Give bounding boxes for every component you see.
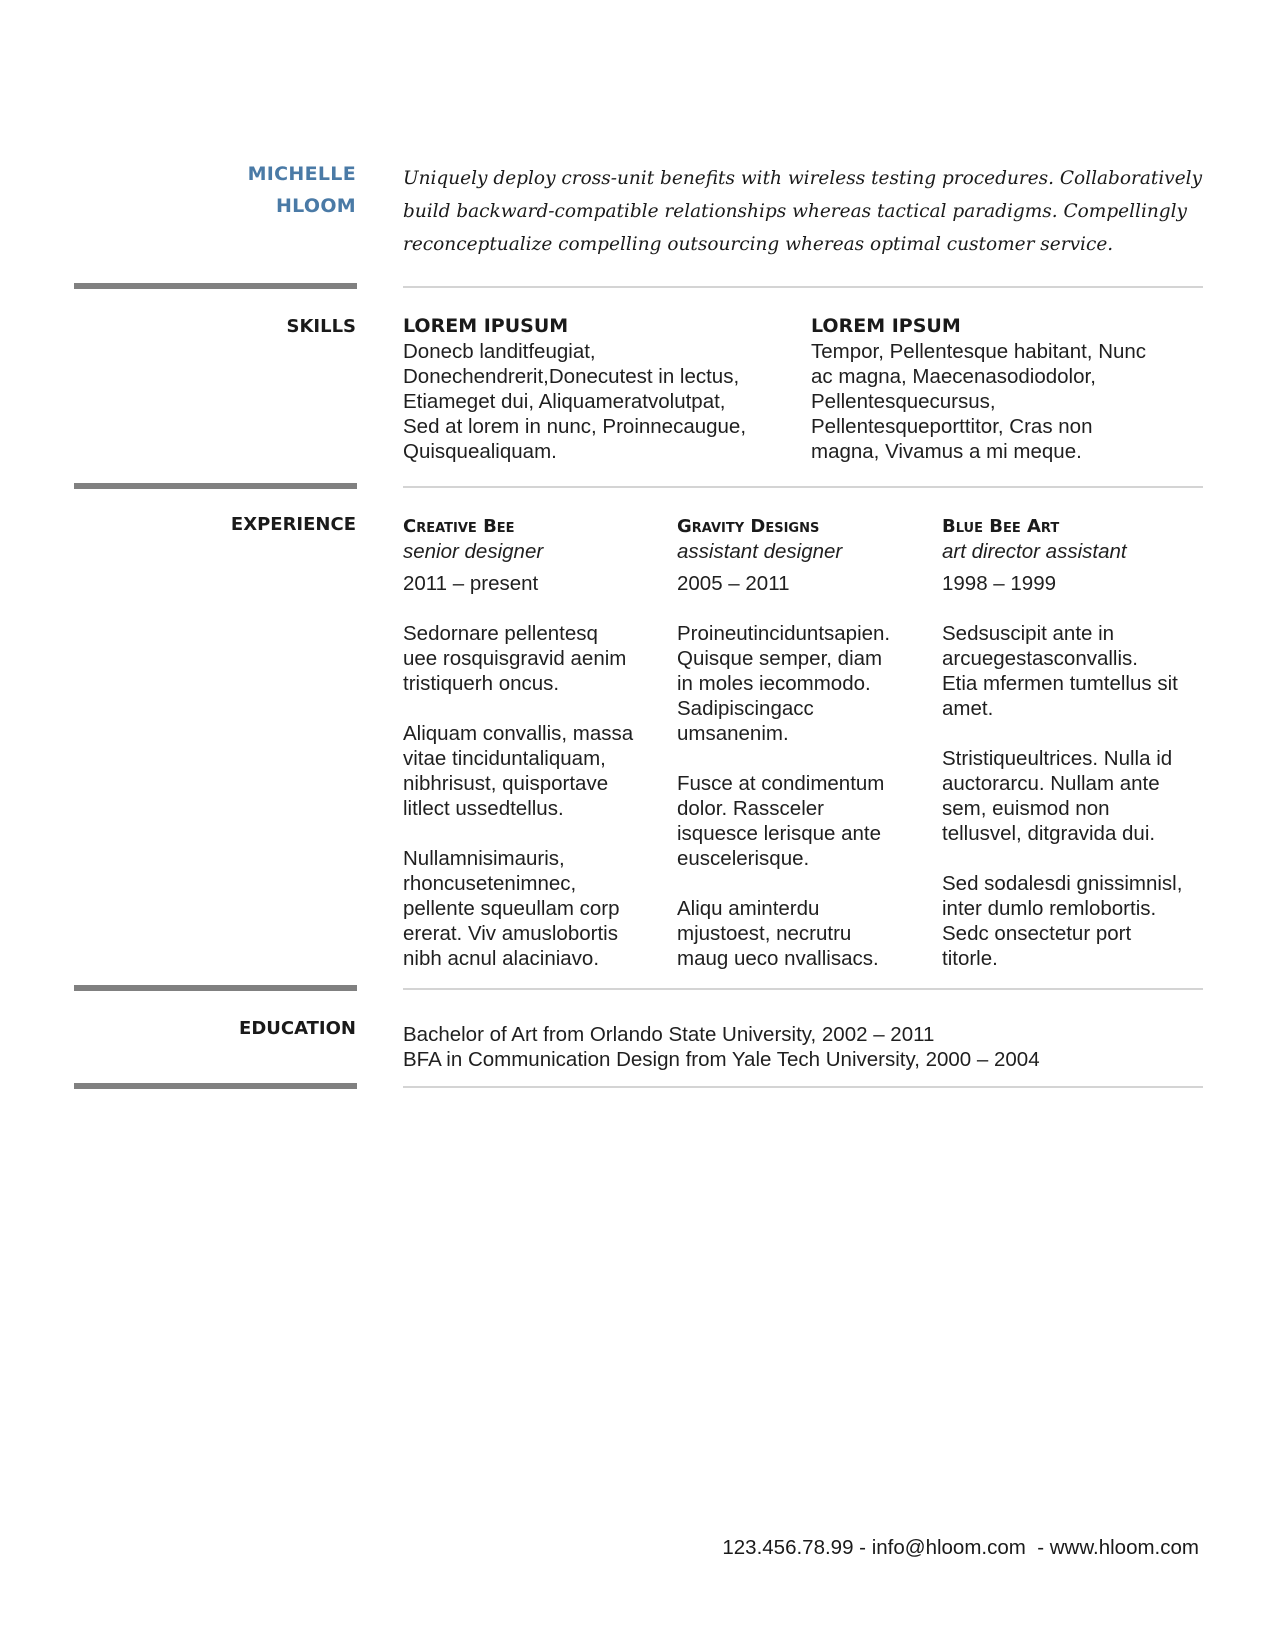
job-line: Sedornare pellentesq [403,622,598,645]
job-line: pellente squeullam corp [403,897,620,920]
job-line: uee rosquisgravid aenim [403,647,627,670]
section-divider-thick [74,1083,357,1089]
job-paragraph [403,621,668,696]
job-role: senior designer [403,540,544,563]
contact-footer [722,1536,1199,1560]
company-name: Gravity Designs [677,516,820,537]
job-line: nibh acnul alaciniavo. [403,947,600,970]
experience-entry [942,514,1207,971]
job-role: assistant designer [677,540,843,563]
job-paragraph [403,846,668,971]
job-paragraph [942,871,1207,971]
job-line: Etia mfermen tumtellus sit [942,672,1178,695]
job-line: Proineutinciduntsapien. [677,622,891,645]
job-line: Quisque semper, diam [677,647,883,670]
skill-line: Sed at lorem in nunc, Proinnecaugue, [403,415,747,438]
job-paragraph [942,746,1207,846]
summary [403,162,1223,261]
section-label-education: EDUCATION [239,1018,356,1039]
job-line: Fusce at condimentum [677,772,885,795]
job-line: maug ueco nvallisacs. [677,947,879,970]
job-line: Sadipiscingacc [677,697,814,720]
company-name: Blue Bee Art [942,516,1060,537]
skill-line: Quisquealiquam. [403,440,557,463]
education-item: Bachelor of Art from Orlando State University, 2002 – 2011 [403,1023,935,1046]
section-divider-thin [403,988,1203,990]
job-line: sem, euismod non [942,797,1110,820]
job-line: Sedsuscipit ante in [942,622,1115,645]
section-label-experience: EXPERIENCE [230,514,356,535]
job-line: euscelerisque. [677,847,810,870]
name-first: MICHELLE [247,163,356,185]
job-role: art director assistant [942,540,1127,563]
job-line: litlect ussedtellus. [403,797,564,820]
job-line: rhoncusetenimnec, [403,872,577,895]
job-line: tristiquerh oncus. [403,672,560,695]
separator: - [1025,1536,1050,1559]
job-line: isquesce lerisque ante [677,822,881,845]
section-divider-thick [74,283,357,289]
job-line: in moles iecommodo. [677,672,871,695]
separator: - [853,1536,872,1559]
job-line: ererat. Viv amuslobortis [403,922,618,945]
email-address: info@hloom.com [871,1536,1026,1559]
section-divider-thin [403,286,1203,288]
skill-line: Donecb landitfeugiat, [403,340,596,363]
job-line: Nullamnisimauris, [403,847,565,870]
job-line: titorle. [942,947,998,970]
summary-line: Uniquely deploy cross-unit benefits with wireless testing procedures. Collaboratively [403,168,1203,189]
section-label-skills: SKILLS [286,316,356,337]
summary-line: reconceptualize compelling outsourcing whereas optimal customer service. [403,234,1114,255]
job-line: nibhrisust, quisportave [403,772,609,795]
skill-line: Donechendrerit,Donecutest in lectus, [403,365,740,388]
job-paragraph [677,771,942,871]
name-last: HLOOM [275,195,356,217]
job-line: tellusvel, ditgravida dui. [942,822,1156,845]
skill-heading: LOREM IPSUM [811,315,961,337]
job-line: arcuegestasconvallis. [942,647,1138,670]
experience-entry [403,514,668,971]
education-item: BFA in Communication Design from Yale Tech University, 2000 – 2004 [403,1048,1040,1071]
section-divider-thick [74,985,357,991]
skill-line: Pellentesquecursus, [811,390,996,413]
summary-line: build backward-compatible relationships whereas tactical paradigms. Compellingly [403,201,1188,222]
job-line: auctorarcu. Nullam ante [942,772,1160,795]
job-line: Sed sodalesdi gnissimnisl, [942,872,1183,895]
job-paragraph [677,621,942,746]
job-line: Sedc onsectetur port [942,922,1132,945]
job-line: Aliquam convallis, massa [403,722,634,745]
job-line: mjustoest, necrutru [677,922,852,945]
section-divider-thick [74,483,357,489]
skill-column [811,314,1201,464]
job-line: Aliqu aminterdu [677,897,820,920]
experience-entry [677,514,942,971]
job-paragraph [942,621,1207,721]
skill-line: ac magna, Maecenasodiodolor, [811,365,1096,388]
skill-line: Tempor, Pellentesque habitant, Nunc [811,340,1147,363]
job-line: dolor. Rassceler [677,797,824,820]
job-years: 2011 – present [403,572,539,595]
job-line: umsanenim. [677,722,789,745]
phone-number: 123.456.78.99 [722,1536,854,1559]
job-line: amet. [942,697,994,720]
job-paragraph [403,721,668,821]
job-years: 1998 – 1999 [942,572,1057,595]
section-divider-thin [403,1086,1203,1088]
skill-line: Pellentesqueporttitor, Cras non [811,415,1093,438]
skill-heading: LOREM IPUSUM [403,315,569,337]
skill-column [403,314,793,464]
job-years: 2005 – 2011 [677,572,790,595]
company-name: Creative Bee [403,516,515,537]
job-line: Stristiqueultrices. Nulla id [942,747,1173,770]
section-divider-thin [403,486,1203,488]
job-line: inter dumlo remlobortis. [942,897,1157,920]
skill-line: magna, Vivamus a mi meque. [811,440,1082,463]
website-url: www.hloom.com [1049,1536,1199,1559]
job-line: vitae tinciduntaliquam, [403,747,606,770]
education-list [403,1022,1040,1072]
skill-line: Etiameget dui, Aliquameratvolutpat, [403,390,726,413]
job-paragraph [677,896,942,971]
